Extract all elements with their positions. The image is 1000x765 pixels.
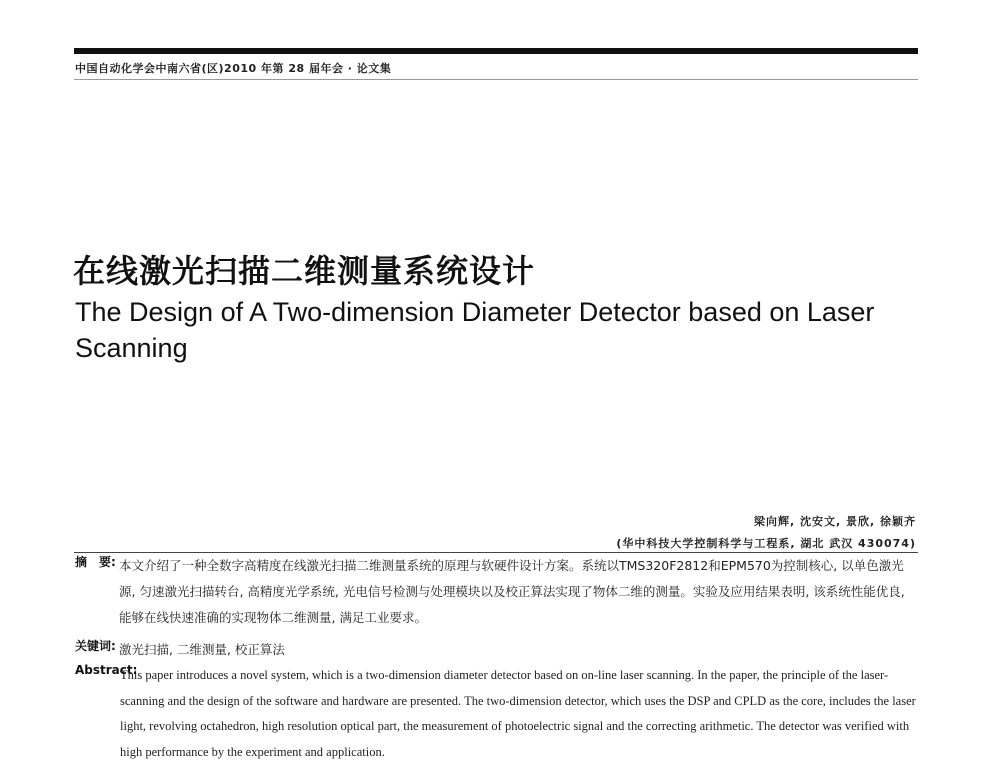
header-rule-thin [74, 79, 918, 80]
keywords-label: 关键词: [75, 639, 116, 653]
keywords-text: 激光扫描, 二维测量, 校正算法 [119, 642, 285, 657]
abstract-chinese [75, 553, 918, 631]
keywords-chinese [75, 637, 918, 663]
abstract-english-label: Abstract: [75, 663, 138, 677]
author-affiliation: (华中科技大学控制科学与工程系, 湖北 武汉 430074) [616, 537, 916, 550]
abstract-english [75, 663, 918, 765]
abstract-chinese-text: 本文介绍了一种全数字高精度在线激光扫描二维测量系统的原理与软硬件设计方案。系统以TMS320F2812和EPM570为控制核心, 以单色激光源, 匀速激光扫描转台, 高精度光学系统, 光电信号检测与处理模块以及校正算法实现了物体二维的测量。实验及应用结果表明, 该系统性能优良, 能够在线快速准确的实现物体二维测量, 满足工业要求。 [119, 558, 905, 625]
author-list: 梁向辉, 沈安文, 景欣, 徐颖齐 [753, 515, 916, 528]
paper-title-chinese: 在线激光扫描二维测量系统设计 [73, 252, 536, 290]
header-rule-thick [74, 48, 918, 54]
abstract-chinese-label: 摘 要: [75, 555, 116, 569]
abstract-english-text: This paper introduces a novel system, which is a two-dimension diameter detector based on on-line laser scanning. In the paper, the principle of the laser-scanning and the design of the software and hardware are presented. The two-dimension detector, which uses the DSP and CPLD as the core, includes the laser light, revolving octahedron, high resolution optical part, the measurement of photoelectric signal and the correcting arithmetic. The detector was verified with high performance by the experiment and application. [120, 668, 916, 759]
paper-title-english: The Design of A Two-dimension Diameter Detector based on Laser Scanning [75, 297, 875, 363]
running-head: 中国自动化学会中南六省(区)2010 年第 28 届年会 · 论文集 [75, 62, 392, 75]
